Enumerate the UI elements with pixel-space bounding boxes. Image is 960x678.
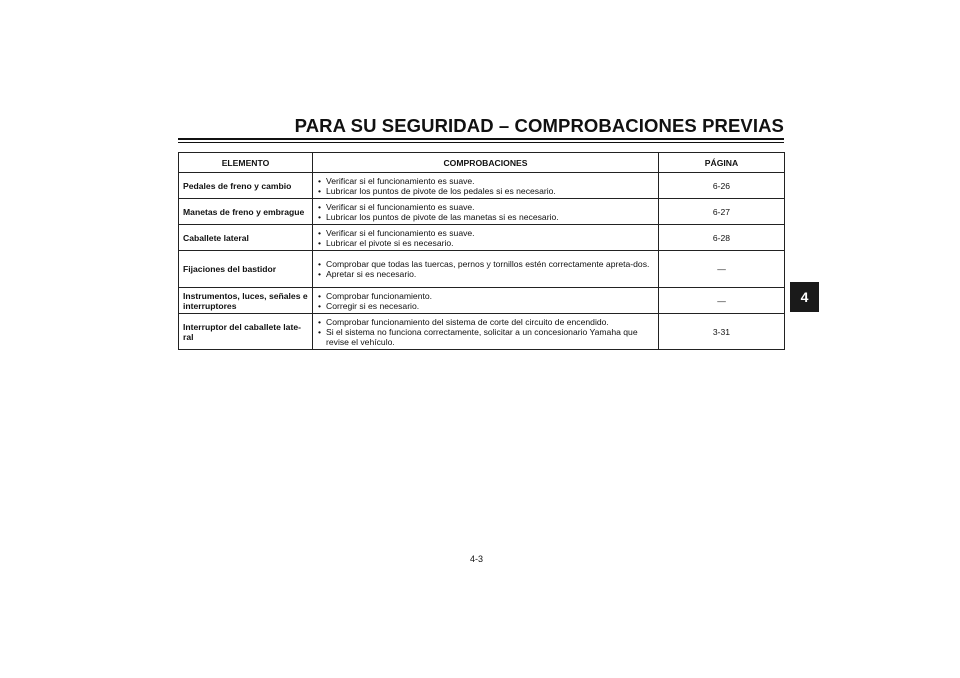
check-item: • Lubricar los puntos de pivote de los pedales si es necesario. xyxy=(317,186,654,196)
row-item: Caballete lateral xyxy=(179,225,313,251)
header-page: PÁGINA xyxy=(659,153,785,173)
page-number: 4-3 xyxy=(470,554,484,564)
check-item: • Comprobar funcionamiento. xyxy=(317,291,654,301)
table-row xyxy=(179,225,785,251)
header-item: ELEMENTO xyxy=(179,153,313,173)
table-header-row xyxy=(179,153,785,173)
table-row xyxy=(179,314,785,350)
row-page: — xyxy=(659,288,785,314)
row-item: Manetas de freno y embrague xyxy=(179,199,313,225)
row-page: 6-27 xyxy=(659,199,785,225)
check-item: • Verificar si el funcionamiento es suave. xyxy=(317,176,654,186)
header-checks: COMPROBACIONES xyxy=(313,153,659,173)
row-checks xyxy=(313,288,659,314)
row-checks xyxy=(313,199,659,225)
check-item: • Verificar si el funcionamiento es suave. xyxy=(317,228,654,238)
row-item: Interruptor del caballete late-ral xyxy=(179,314,313,350)
pre-operation-checks-table xyxy=(178,152,785,350)
check-item: • Lubricar los puntos de pivote de las manetas si es necesario. xyxy=(317,212,654,222)
row-checks xyxy=(313,225,659,251)
row-item: Pedales de freno y cambio xyxy=(179,173,313,199)
row-page: — xyxy=(659,251,785,288)
row-page: 6-26 xyxy=(659,173,785,199)
chapter-tab: 4 xyxy=(790,282,819,312)
row-checks xyxy=(313,314,659,350)
title-rule-thin xyxy=(178,142,784,143)
table-row xyxy=(179,288,785,314)
row-checks xyxy=(313,173,659,199)
check-item: • Comprobar funcionamiento del sistema de corte del circuito de encendido. xyxy=(317,317,654,327)
check-item: • Lubricar el pivote si es necesario. xyxy=(317,238,654,248)
table-row xyxy=(179,251,785,288)
table-row xyxy=(179,199,785,225)
title-rule-thick xyxy=(178,138,784,140)
check-item: • Comprobar que todas las tuercas, pernos y tornillos estén correctamente apreta-dos. xyxy=(317,259,654,269)
check-item: • Corregir si es necesario. xyxy=(317,301,654,311)
row-item: Fijaciones del bastidor xyxy=(179,251,313,288)
row-item: Instrumentos, luces, señales e interruptores xyxy=(179,288,313,314)
page-title: PARA SU SEGURIDAD – COMPROBACIONES PREVIAS xyxy=(294,115,784,136)
check-item: • Si el sistema no funciona correctamente, solicitar a un concesionario Yamaha que revise el vehículo. xyxy=(317,327,654,347)
table-row xyxy=(179,173,785,199)
row-page: 3-31 xyxy=(659,314,785,350)
row-checks xyxy=(313,251,659,288)
row-page: 6-28 xyxy=(659,225,785,251)
check-item: • Verificar si el funcionamiento es suave. xyxy=(317,202,654,212)
check-item: • Apretar si es necesario. xyxy=(317,269,654,279)
